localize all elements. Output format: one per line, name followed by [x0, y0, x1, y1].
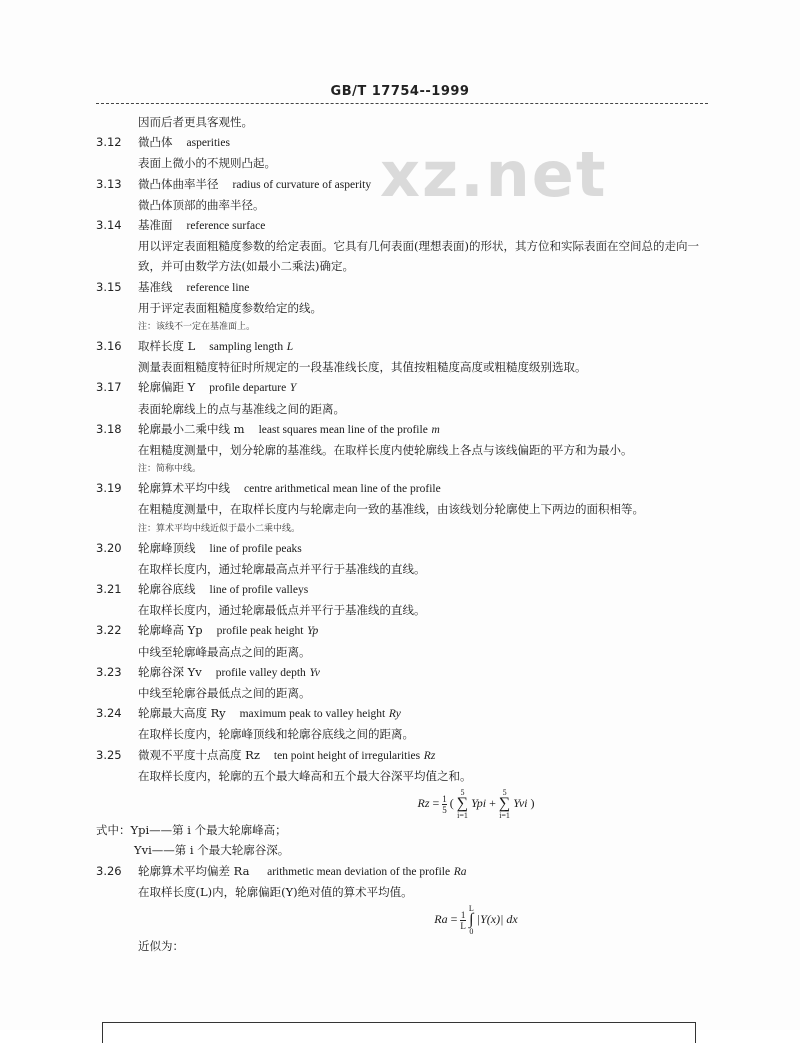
entry-number: 3.14 — [96, 218, 122, 233]
entry-symbol: Rz — [423, 749, 436, 762]
entry-note: 注：算术平均中线近似于最小二乘中线。 — [138, 523, 301, 534]
entry-number: 3.22 — [96, 623, 122, 638]
entry-title — [96, 538, 716, 559]
bottom-formula-box — [102, 1022, 696, 1043]
where-label: 式中： — [96, 823, 131, 838]
entry-term-en: line of profile valleys — [209, 584, 309, 597]
entry-symbol: Yv — [309, 666, 320, 679]
formula-rz-plus: + — [489, 796, 496, 811]
entry-definition: 表面轮廓线上的点与基准线之间的距离。 — [138, 401, 345, 416]
formula-ra-integral-top: L — [468, 904, 474, 914]
intro-line: 因而后者更具客观性。 — [138, 115, 253, 129]
formula-rz-sum1: 5 ∑ i=1 — [456, 788, 469, 821]
entry-title — [96, 215, 716, 236]
entry-term-en: arithmetic mean deviation of the profile — [267, 865, 451, 878]
entry-symbol: Yp — [307, 625, 319, 638]
entry-number: 3.13 — [96, 176, 122, 191]
entry-title — [96, 336, 716, 357]
entry-term-zh: 轮廓偏距 Y — [138, 380, 196, 395]
formula-ra-lhs: Ra — [434, 911, 448, 926]
entry-definition: 用于评定表面粗糙度参数给定的线。 — [138, 300, 322, 315]
entry-number: 3.16 — [96, 339, 122, 354]
entry-term-zh: 微凸体 — [138, 135, 173, 150]
formula-rz: $Rz = \frac{1}{5}$ ( 5 ∑ i=1 Ypi + 5 ∑ i=1 Yvi ) — [417, 788, 535, 821]
entry-definition: 表面上微小的不规则凸起。 — [138, 156, 276, 171]
entry-number: 3.21 — [96, 582, 122, 597]
entry-term-zh: 取样长度 L — [138, 339, 196, 354]
formula-ra-fraction — [460, 910, 466, 931]
entry-number: 3.25 — [96, 747, 122, 762]
entry-term-zh: 基准面 — [138, 218, 173, 233]
entry-definition: 用以评定表面粗糙度参数的给定表面。它具有几何表面(理想表面)的形状，其方位和实际表面在空间总的走向一致，并可由数学方法(如最小二乘法)确定。 — [138, 239, 699, 274]
entry-term-en: profile peak height — [216, 625, 304, 638]
entry-title — [96, 377, 716, 398]
entry-term-zh: 轮廓最小二乘中线 m — [138, 421, 245, 436]
entry-title — [96, 132, 716, 153]
entry-definition: 中线至轮廓峰最高点之间的距离。 — [138, 644, 311, 659]
entry-term-en: asperities — [186, 137, 230, 150]
formula-rz-sum1-top: 5 — [460, 788, 465, 798]
formula-ra-frac-num: 1 — [460, 909, 466, 920]
where-line2: Yvi——第 i 个最大轮廓谷深。 — [134, 843, 290, 858]
formula-ra-integral-bottom: 0 — [469, 927, 474, 937]
entry-title — [96, 478, 716, 499]
watermark: xz.net — [380, 138, 608, 211]
entry-symbol: L — [286, 341, 294, 354]
entry-term-en: centre arithmetical mean line of the profile — [244, 483, 441, 496]
where-block-line1 — [96, 820, 716, 840]
entry-number: 3.26 — [96, 863, 122, 878]
entry-symbol: Y — [289, 382, 297, 395]
entry-note: 注：该线不一定在基准面上。 — [138, 322, 256, 333]
entry-title — [96, 579, 716, 600]
entry-number: 3.17 — [96, 380, 122, 395]
where-line1: Ypi——第 i 个最大轮廓峰高； — [130, 823, 287, 838]
entry-term-en: reference surface — [186, 220, 266, 233]
entry-term-zh: 轮廓峰顶线 — [138, 540, 196, 555]
standard-code-header: GB/T 17754--1999 — [330, 84, 470, 99]
entry-definition: 中线至轮廓谷最低点之间的距离。 — [138, 686, 311, 701]
entry-term-en: ten point height of irregularities — [273, 749, 421, 762]
entry-term-en: radius of curvature of asperity — [232, 178, 372, 191]
entry-number: 3.20 — [96, 540, 122, 555]
entry-symbol: Ra — [453, 865, 467, 878]
entry-term-en: profile valley depth — [215, 666, 306, 679]
formula-ra-body: |Y(x)| dx — [476, 911, 518, 926]
formula-rz-frac-num: 1 — [442, 793, 447, 804]
entry-note: 注：简称中线。 — [138, 464, 202, 475]
entry-term-en: least squares mean line of the profile — [258, 423, 428, 436]
entry-definition: 微凸体顶部的曲率半径。 — [138, 197, 265, 212]
formula-rz-lhs: Rz — [417, 796, 430, 811]
entry-definition: 在取样长度内，通过轮廓最低点并平行于基准线的直线。 — [138, 603, 426, 618]
entry-number: 3.23 — [96, 664, 122, 679]
formula-ra-integral: L ∫ 0 — [468, 904, 474, 937]
entry-number: 3.24 — [96, 706, 122, 721]
entry-title — [96, 745, 716, 766]
entry-number: 3.15 — [96, 279, 122, 294]
approx-label: 近似为： — [138, 938, 184, 953]
entry-3-26-title — [96, 861, 716, 882]
header-rule — [96, 103, 708, 104]
formula-rz-sum2-top: 5 — [502, 788, 507, 798]
formula-rz-sum1-bottom: i=1 — [457, 811, 468, 821]
entry-title — [96, 419, 716, 440]
entry-term-en: profile departure — [209, 382, 287, 395]
entry-number: 3.18 — [96, 421, 122, 436]
formula-rz-fraction — [442, 794, 447, 815]
entry-symbol: m — [431, 423, 440, 436]
formula-rz-term1: Ypi — [471, 796, 487, 811]
entry-definition: 测量表面粗糙度特征时所规定的一段基准线长度，其值按粗糙度高度或粗糙度级别选取。 — [138, 360, 587, 375]
term-entries — [96, 132, 716, 786]
document-body — [96, 112, 716, 956]
entry-term-en: sampling length — [209, 341, 284, 354]
entry-term-zh: 轮廓算术平均偏差 Ra — [138, 863, 250, 878]
entry-term-en: line of profile peaks — [209, 542, 302, 555]
entry-definition: 在粗糙度测量中，划分轮廓的基准线。在取样长度内使轮廓线上各点与该线偏距的平方和为最小。 — [138, 443, 633, 458]
entry-term-en: reference line — [186, 281, 250, 294]
entry-term-zh: 轮廓谷底线 — [138, 582, 196, 597]
entry-number: 3.12 — [96, 135, 122, 150]
formula-rz-sum2: 5 ∑ i=1 — [498, 788, 511, 821]
entry-symbol: Ry — [388, 708, 401, 721]
entry-term-en: maximum peak to valley height — [239, 708, 386, 721]
formula-rz-term2: Yvi — [513, 796, 528, 811]
entry-term-zh: 轮廓最大高度 Ry — [138, 706, 226, 721]
formula-ra: $Ra = \frac{1}{L}$ L ∫ 0 |Y(x)| dx — [434, 904, 518, 937]
entry-term-zh: 轮廓峰高 Yp — [138, 623, 203, 638]
entry-term-zh: 微凸体曲率半径 — [138, 176, 219, 191]
entry-term-zh: 基准线 — [138, 279, 173, 294]
entry-title — [96, 174, 716, 195]
entry-title — [96, 620, 716, 641]
entry-number: 3.19 — [96, 481, 122, 496]
entry-term-zh: 轮廓算术平均中线 — [138, 481, 230, 496]
entry-3-26-definition: 在取样长度(L)内，轮廓偏距(Y)绝对值的算术平均值。 — [138, 884, 413, 899]
formula-rz-frac-den: 5 — [442, 804, 447, 815]
entry-definition: 在取样长度内，通过轮廓最高点并平行于基准线的直线。 — [138, 561, 426, 576]
formula-rz-sum2-bottom: i=1 — [499, 811, 510, 821]
entry-term-zh: 轮廓谷深 Yv — [138, 664, 202, 679]
formula-ra-frac-den: L — [460, 920, 466, 931]
entry-definition: 在取样长度内，轮廓的五个最大峰高和五个最大谷深平均值之和。 — [138, 768, 472, 783]
entry-definition: 在粗糙度测量中，在取样长度内与轮廓走向一致的基准线，由该线划分轮廓使上下两边的面积相等。 — [138, 502, 644, 517]
entry-term-zh: 微观不平度十点高度 Rz — [138, 747, 260, 762]
entry-title — [96, 703, 716, 724]
entry-title — [96, 662, 716, 683]
entry-definition: 在取样长度内，轮廓峰顶线和轮廓谷底线之间的距离。 — [138, 727, 414, 742]
entry-title — [96, 277, 716, 298]
